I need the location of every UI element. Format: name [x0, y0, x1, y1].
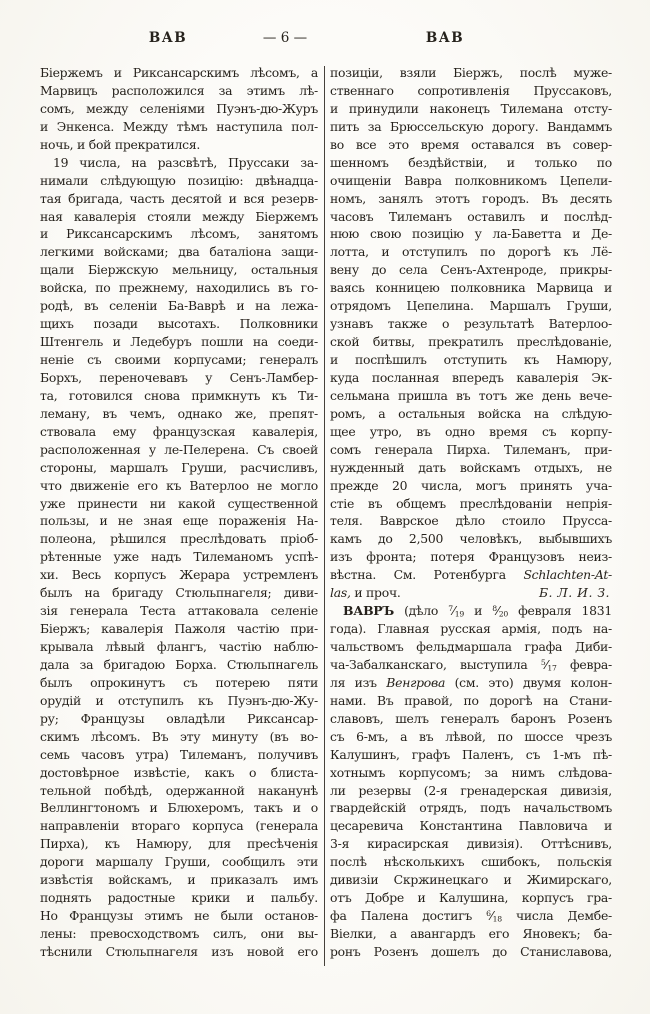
text-line: семь часовъ утра) Тилеманъ, получивъ — [40, 746, 318, 762]
text-line: поднять радостные крики и пальбу. — [40, 890, 318, 906]
text-line: куда посланная впередъ кавалерія Эк- — [330, 369, 612, 385]
text-line: Біержъ; кавалерія Пажоля частію при- — [40, 621, 318, 637]
text-line: дороги маршалу Груши, сообщилъ эти — [40, 854, 318, 870]
text-line: номъ, занялъ этотъ городъ. Въ десять — [330, 190, 612, 206]
text-line: тельной побѣдѣ, одержанной наканунѣ — [40, 782, 318, 798]
text-line: ВАВРЪ (дѣло $^7⁄_{19}$ и $^8⁄_{20}$ февраля 1831 — [343, 603, 612, 619]
text-columns — [40, 64, 612, 966]
text-line: ру; Французы овладѣли Риксансар- — [40, 710, 318, 726]
text-line: легкими войсками; два баталіона защи- — [40, 244, 318, 260]
text-line: сельмана пришла въ тотъ же день вече- — [330, 387, 612, 403]
text-line: полеона, рѣшился преслѣдовать пріоб- — [40, 531, 318, 547]
text-line: сомъ, между селеніями Пуэнъ-дю-Журъ — [40, 100, 318, 116]
text-line: цесаревича Константина Павловича и — [330, 818, 612, 834]
text-line: ственнаго сопротивленія Пруссаковъ, — [330, 82, 612, 98]
text-line: и принудили наконецъ Тилемана отсту- — [330, 100, 612, 116]
text-line: шенномъ бездѣйствіи, и только по — [330, 154, 612, 170]
italic-text: Венгрова — [386, 674, 446, 690]
text-line: дала за бригадою Борха. Стюльпнагель — [40, 656, 318, 672]
text-line: неніе съ своими корпусами; генералъ — [40, 352, 318, 367]
text-line: Борхъ, переночевавъ у Сенъ-Ламбер- — [40, 369, 318, 385]
text-line: отъ Добре и Калушина, корпусъ гра- — [330, 890, 612, 906]
text-line: Марвицъ расположился за этимъ лѣ- — [40, 82, 318, 98]
text-line: ской битвы, прекратилъ преслѣдованіе, — [330, 334, 612, 350]
text-line: расположенная у ле-Пелерена. Съ своей — [40, 441, 318, 457]
text-line: во все это время оставался въ совер- — [330, 136, 612, 152]
text-line: позиціи, взяли Біержъ, послѣ муже- — [330, 65, 612, 80]
text-line: дивизіи Скржинецкаго и Жимирскаго, — [330, 872, 612, 888]
entry-headword: ВАВРЪ — [343, 603, 394, 619]
text-line: лены: превосходствомъ силъ, они вы- — [40, 926, 318, 941]
text-line — [330, 584, 612, 602]
text-line: войска, по прежнему, находились въ го- — [40, 280, 318, 296]
date-fraction: $^7⁄_{19}$ — [448, 603, 464, 619]
text-line: что движеніе его къ Ватерлоо не могло — [40, 477, 318, 493]
text-line: прежде 20 числа, могъ принять уча- — [330, 477, 612, 493]
page-number: — 6 — — [262, 30, 308, 46]
right-column — [330, 64, 612, 966]
text-line: направленіи втораго корпуса (генерала — [40, 818, 318, 834]
left-column — [40, 64, 318, 966]
text-line: уже принести ни какой существенной — [40, 495, 318, 511]
text-line: камъ до 2,500 человѣкъ, выбывшихъ — [330, 531, 612, 547]
text-line: былъ опрокинутъ съ потерею пяти — [40, 674, 318, 690]
text-line: и поспѣшилъ отступить къ Намюру, — [330, 352, 612, 367]
text-line: щали Біержскую мельницу, остальныя — [40, 262, 318, 278]
text-line: вѣстна. См. Ротенбурга Schlachten-At- — [330, 567, 612, 583]
text-line: ваясь конницею полковника Марвица и — [330, 280, 612, 296]
text-line: пить за Брюссельскую дорогу. Вандаммъ — [330, 118, 612, 134]
text-line: славовъ, шелъ генералъ баронъ Розенъ — [330, 710, 612, 726]
text-line: тѣснили Стюльпнагеля изъ новой его — [40, 943, 318, 959]
text-line: Віелки, а авангардъ его Яновекъ; ба- — [330, 926, 612, 941]
italic-text: Schlachten-At- — [523, 567, 612, 583]
text-line: родѣ, въ селеніи Ба-Ваврѣ и на лежа- — [40, 298, 318, 314]
text-line: щее утро, въ одно время съ корпу- — [330, 423, 612, 439]
text-line: скимъ лѣсомъ. Въ эту минуту (въ во- — [40, 728, 318, 744]
italic-text: Б. Л. И. З. — [538, 585, 610, 601]
text-line: хи. Весь корпусъ Жерара устремленъ — [40, 567, 318, 583]
text-line: съ 6-мъ, а въ лѣвой, по шоссе чрезъ — [330, 728, 612, 744]
text-line: теля. Ваврское дѣло стоило Прусса- — [330, 513, 612, 529]
text-line: узнавъ также о результатѣ Ватерлоо- — [330, 316, 612, 332]
text-line: вену до села Сенъ-Ахтенроде, прикры- — [330, 262, 612, 278]
text-line: былъ на бригаду Стюльпнагеля; диви- — [40, 585, 318, 601]
date-fraction: $^6⁄_{18}$ — [486, 908, 502, 924]
text-line: изъ фронта; потеря Французовъ неиз- — [330, 549, 612, 565]
text-line: нюю свою позицію у ла-Баветта и Де- — [330, 226, 612, 242]
italic-text: las, — [330, 585, 351, 601]
text-line: чальствомъ фельдмаршала графа Диби- — [330, 639, 612, 654]
text-line: 19 числа, на разсвѣтѣ, Пруссаки за- — [53, 154, 318, 170]
text-line: и Риксансарскимъ лѣсомъ, занятомъ — [40, 226, 318, 242]
column-divider — [324, 66, 325, 966]
text-line: Но Французы этимъ не были останов- — [40, 908, 318, 924]
text-line: лотта, и отступилъ по дорогѣ къ Лё- — [330, 244, 612, 260]
text-line: ли резервы (2-я гренадерская дивизія, — [330, 782, 612, 798]
text-line: фа Палена достигъ $^6⁄_{18}$ числа Дембе- — [330, 908, 612, 924]
author-signature — [539, 584, 612, 602]
running-title-right: ВАВ — [425, 30, 465, 46]
text-line: нами. Въ правой, по дорогѣ на Стани- — [330, 692, 612, 708]
text-line: сомъ генерала Пирха. Тилеманъ, при- — [330, 441, 612, 457]
text-line: часовъ Тилеманъ оставилъ и послѣд- — [330, 208, 612, 224]
page-header — [0, 30, 650, 50]
text-line: отрядомъ Цепелина. Маршалъ Груши, — [330, 298, 612, 314]
text-line: Біержемъ и Риксансарскимъ лѣсомъ, а — [40, 65, 318, 80]
text-line: стіе въ общемъ преслѣдованіи непрія- — [330, 495, 612, 511]
text-line: та, готовился снова примкнуть къ Ти- — [40, 387, 318, 403]
text-line: гвардейскій отрядъ, подъ начальствомъ — [330, 800, 612, 816]
text-line: и Энкенса. Между тѣмъ наступила пол- — [40, 118, 318, 134]
text-line: Пирха), къ Намюру, для пресѣченія — [40, 836, 318, 852]
text-line: рѣтенные уже надъ Тилеманомъ успѣ- — [40, 549, 318, 565]
text-line: ромъ, а остальныя войска на слѣдую- — [330, 405, 612, 421]
text-line: ля изъ Венгрова (см. это) двумя колон- — [330, 674, 612, 690]
text-line: ночь, и бой прекратился. — [40, 136, 201, 152]
date-fraction: $^8⁄_{20}$ — [492, 603, 508, 619]
text-line: орудій и отступилъ къ Пуэнъ-дю-Жу- — [40, 692, 318, 708]
running-title-left: ВАВ — [148, 30, 188, 46]
text-line: ная кавалерія стояли между Біержемъ — [40, 208, 318, 224]
text-line: крывала лѣвый флангъ, частію наблю- — [40, 639, 318, 654]
text-line: ронъ Розенъ дошелъ до Станиславова, — [330, 943, 612, 959]
date-fraction: $^5⁄_{17}$ — [540, 656, 557, 673]
text-line: 3-я кирасирская дивизія). Оттѣснивъ, — [330, 836, 612, 852]
text-line: хотнымъ корпусомъ; за нимъ слѣдова- — [330, 764, 612, 780]
text-line: зія генерала Теста аттаковала селеніе — [40, 603, 318, 619]
text-line: нимали слѣдующую позицію: двѣнадца- — [40, 172, 318, 188]
text-line: очищеніи Вавра полковникомъ Цепели- — [330, 172, 612, 188]
text-line: ча-Забалканскаго, выступила $^5⁄_{17}$ февра- — [330, 656, 612, 673]
text-line: щихъ позади высотахъ. Полковники — [40, 316, 318, 332]
text-line: года). Главная русская армія, подъ на- — [330, 621, 612, 637]
text-line: стороны, маршалъ Груши, расчисливъ, — [40, 459, 318, 475]
text-line: леману, въ чемъ, однако же, препят- — [40, 405, 318, 421]
text-line: Штенгель и Ледебуръ пошли на соеди- — [40, 334, 318, 350]
text-line: достовѣрное извѣстіе, какъ о блиста- — [40, 764, 318, 780]
text-line: послѣ нѣсколькихъ сшибокъ, польскія — [330, 854, 612, 870]
text-line: пользы, и не зная еще пораженія На- — [40, 513, 318, 529]
text-line: Калушинъ, графъ Паленъ, съ 1-мъ пѣ- — [330, 746, 612, 762]
text-line: тая бригада, часть десятой и вся резерв- — [40, 190, 318, 206]
text-line: нужденный дать войскамъ отдыхъ, не — [330, 459, 612, 475]
text-line: извѣстія войскамъ, и приказалъ имъ — [40, 872, 318, 888]
text-line: Веллингтономъ и Блюхеромъ, такъ и о — [40, 800, 318, 816]
text-line: ствовала ему французская кавалерія, — [40, 423, 318, 439]
entry-end-text: las, и проч. — [330, 585, 401, 601]
